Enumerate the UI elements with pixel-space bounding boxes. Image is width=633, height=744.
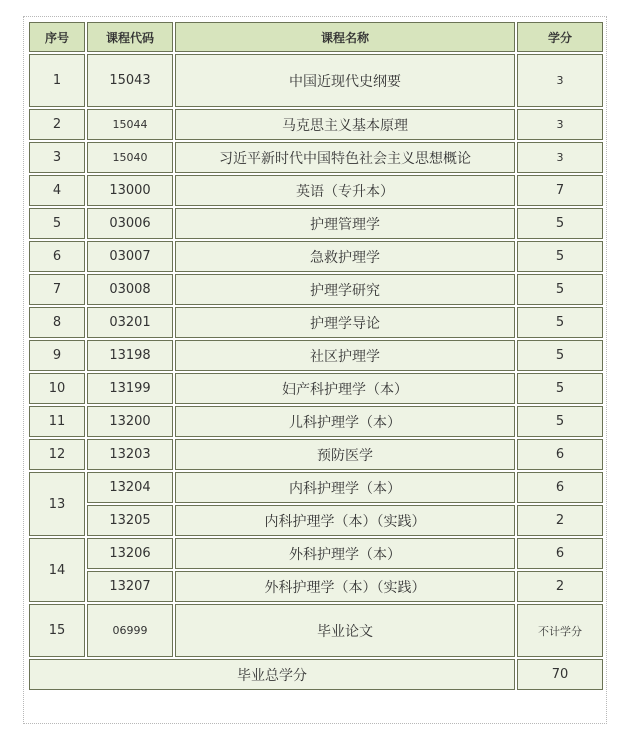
seq-cell: 8: [29, 307, 85, 338]
table-row: [29, 54, 603, 107]
name-cell: 妇产科护理学（本）: [175, 373, 515, 404]
credit-cell: 5: [517, 373, 603, 404]
total-row: [29, 659, 603, 690]
table-row: [29, 538, 603, 569]
credit-cell: 3: [517, 109, 603, 140]
credit-cell: 3: [517, 142, 603, 173]
credit-cell: 5: [517, 406, 603, 437]
header-name: 课程名称: [175, 22, 515, 52]
seq-cell: 15: [29, 604, 85, 657]
credit-cell: 3: [517, 54, 603, 107]
name-cell: 内科护理学（本）（实践）: [175, 505, 515, 536]
credit-cell: 2: [517, 571, 603, 602]
table-row: [29, 307, 603, 338]
table-row: [29, 109, 603, 140]
seq-cell: 6: [29, 241, 85, 272]
credit-cell: 5: [517, 274, 603, 305]
code-cell: 03007: [87, 241, 173, 272]
credit-cell: 5: [517, 307, 603, 338]
credit-cell: 6: [517, 538, 603, 569]
table-row: [29, 406, 603, 437]
seq-cell: 10: [29, 373, 85, 404]
seq-cell: 2: [29, 109, 85, 140]
code-cell: 03201: [87, 307, 173, 338]
table-row: [29, 604, 603, 657]
seq-cell: 14: [29, 538, 85, 602]
table-row: [29, 274, 603, 305]
code-cell: 15043: [87, 54, 173, 107]
total-label: 毕业总学分: [29, 659, 515, 690]
name-cell: 护理管理学: [175, 208, 515, 239]
header-seq: 序号: [29, 22, 85, 52]
table-row: [29, 472, 603, 503]
seq-cell: 9: [29, 340, 85, 371]
seq-cell: 7: [29, 274, 85, 305]
header-row: [29, 22, 603, 52]
table-row: [29, 208, 603, 239]
table-row: [29, 142, 603, 173]
name-cell: 习近平新时代中国特色社会主义思想概论: [175, 142, 515, 173]
code-cell: 13207: [87, 571, 173, 602]
code-cell: 13203: [87, 439, 173, 470]
credit-cell: 6: [517, 472, 603, 503]
name-cell: 急救护理学: [175, 241, 515, 272]
table-row: [29, 373, 603, 404]
code-cell: 13206: [87, 538, 173, 569]
table-row: [29, 439, 603, 470]
total-credit: 70: [517, 659, 603, 690]
header-credit: 学分: [517, 22, 603, 52]
seq-cell: 4: [29, 175, 85, 206]
name-cell: 儿科护理学（本）: [175, 406, 515, 437]
code-cell: 13200: [87, 406, 173, 437]
name-cell: 英语（专升本）: [175, 175, 515, 206]
code-cell: 13199: [87, 373, 173, 404]
seq-cell: 12: [29, 439, 85, 470]
name-cell: 护理学导论: [175, 307, 515, 338]
name-cell: 外科护理学（本）（实践）: [175, 571, 515, 602]
credit-cell: 7: [517, 175, 603, 206]
name-cell: 马克思主义基本原理: [175, 109, 515, 140]
name-cell: 外科护理学（本）: [175, 538, 515, 569]
name-cell: 内科护理学（本）: [175, 472, 515, 503]
seq-cell: 1: [29, 54, 85, 107]
header-code: 课程代码: [87, 22, 173, 52]
table-row: [29, 505, 603, 536]
name-cell: 预防医学: [175, 439, 515, 470]
code-cell: 13000: [87, 175, 173, 206]
name-cell: 护理学研究: [175, 274, 515, 305]
name-cell: 毕业论文: [175, 604, 515, 657]
name-cell: 中国近现代史纲要: [175, 54, 515, 107]
credit-cell: 5: [517, 208, 603, 239]
name-cell: 社区护理学: [175, 340, 515, 371]
table-row: [29, 241, 603, 272]
credit-cell: 6: [517, 439, 603, 470]
table-row: [29, 340, 603, 371]
seq-cell: 5: [29, 208, 85, 239]
seq-cell: 13: [29, 472, 85, 536]
code-cell: 13205: [87, 505, 173, 536]
credit-cell: 5: [517, 340, 603, 371]
seq-cell: 11: [29, 406, 85, 437]
code-cell: 03006: [87, 208, 173, 239]
code-cell: 15040: [87, 142, 173, 173]
code-cell: 13204: [87, 472, 173, 503]
seq-cell: 3: [29, 142, 85, 173]
code-cell: 13198: [87, 340, 173, 371]
code-cell: 03008: [87, 274, 173, 305]
course-table: [27, 20, 605, 692]
code-cell: 15044: [87, 109, 173, 140]
credit-cell: 2: [517, 505, 603, 536]
credit-cell: 5: [517, 241, 603, 272]
code-cell: 06999: [87, 604, 173, 657]
table-row: [29, 571, 603, 602]
table-row: [29, 175, 603, 206]
credit-cell: 不计学分: [517, 604, 603, 657]
